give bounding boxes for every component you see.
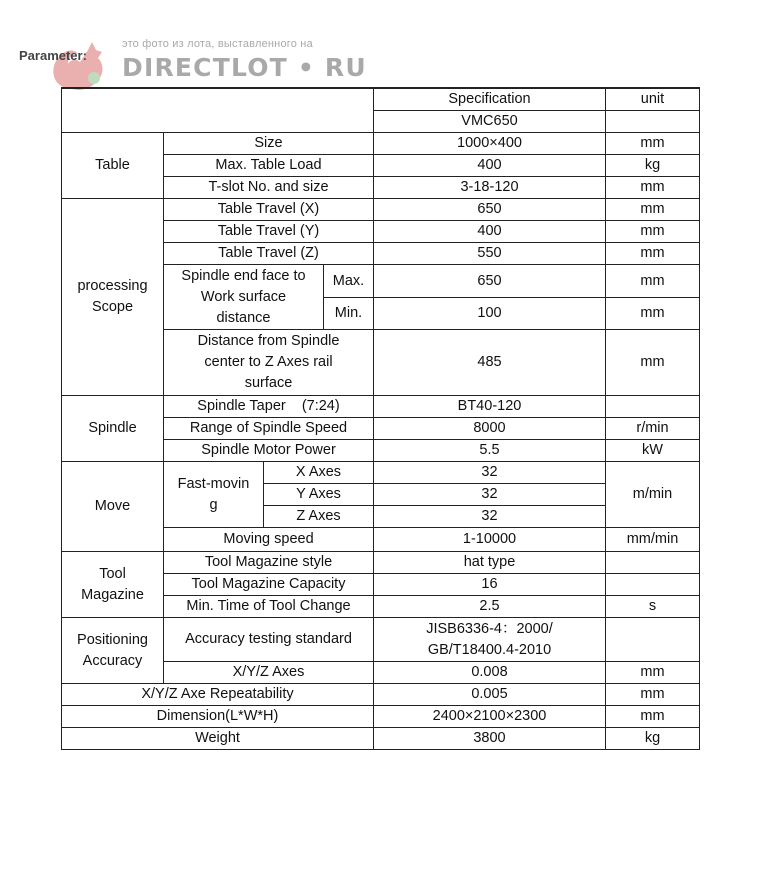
row-label: X/Y/Z Axe Repeatability — [62, 684, 374, 706]
row-value: 650 — [374, 265, 606, 298]
row-label: T-slot No. and size — [164, 177, 374, 199]
row-value: 100 — [374, 298, 606, 330]
row-value: 550 — [374, 243, 606, 265]
row-value: 400 — [374, 155, 606, 177]
row-unit: mm — [606, 243, 700, 265]
value-line: JISB6336-4：2000/ — [426, 620, 553, 637]
row-sublabel-min: Min. — [324, 298, 374, 330]
row-label: Dimension(L*W*H) — [62, 706, 374, 728]
fast-moving-label — [164, 462, 264, 528]
row-label: Accuracy testing standard — [164, 618, 374, 662]
label-line: distance — [216, 309, 271, 326]
table-row — [62, 462, 700, 484]
row-value: 485 — [374, 330, 606, 396]
row-unit-empty — [606, 618, 700, 662]
label-line: surface — [244, 375, 293, 391]
row-label: Size — [164, 133, 374, 155]
row-value: hat type — [374, 552, 606, 574]
row-label: Moving speed — [164, 528, 374, 552]
model-unit-empty — [606, 111, 700, 133]
table-row — [62, 552, 700, 574]
group-label-spindle: Spindle — [62, 396, 164, 462]
group-label-line: Scope — [91, 299, 134, 315]
row-label: Min. Time of Tool Change — [164, 596, 374, 618]
row-label: Max. Table Load — [164, 155, 374, 177]
label-line: center to Z Axes rail — [204, 354, 333, 370]
row-unit: mm — [606, 684, 700, 706]
row-label: Tool Magazine Capacity — [164, 574, 374, 596]
row-label: Tool Magazine style — [164, 552, 374, 574]
label-line: Work surface — [200, 288, 287, 305]
label-line: Distance from Spindle — [197, 333, 340, 349]
table-row — [62, 199, 700, 221]
table-row — [62, 706, 700, 728]
row-value: 8000 — [374, 418, 606, 440]
row-unit: mm — [606, 133, 700, 155]
table-row — [62, 88, 700, 111]
table-row — [62, 684, 700, 706]
row-sublabel: X Axes — [264, 462, 374, 484]
group-label-line: processing — [77, 278, 148, 294]
row-value: 16 — [374, 574, 606, 596]
row-value: 1-10000 — [374, 528, 606, 552]
row-value: 2.5 — [374, 596, 606, 618]
row-label: Weight — [62, 728, 374, 750]
row-value: BT40-120 — [374, 396, 606, 418]
row-label: X/Y/Z Axes — [164, 662, 374, 684]
row-label: Table Travel (Z) — [164, 243, 374, 265]
value-line: GB/T18400.4-2010 — [427, 641, 552, 658]
row-value: 650 — [374, 199, 606, 221]
spec-table — [61, 87, 700, 750]
row-value: 400 — [374, 221, 606, 243]
group-label-line: Positioning — [77, 631, 148, 648]
row-unit: mm — [606, 330, 700, 396]
row-sublabel: Y Axes — [264, 484, 374, 506]
col-header-spec: Specification — [374, 88, 606, 111]
row-sublabel: Z Axes — [264, 506, 374, 528]
model-name: VMC650 — [374, 111, 606, 133]
row-unit-empty — [606, 574, 700, 596]
watermark — [122, 38, 367, 82]
row-unit — [606, 396, 700, 418]
row-value: 3-18-120 — [374, 177, 606, 199]
table-row — [62, 396, 700, 418]
row-value — [374, 618, 606, 662]
row-value: 5.5 — [374, 440, 606, 462]
label-line: g — [209, 496, 218, 513]
watermark-caption: это фото из лота, выставленного на — [122, 38, 313, 50]
group-label-line: Tool — [99, 565, 126, 582]
distance-label — [164, 330, 374, 396]
empty-header-cell — [62, 88, 374, 133]
group-label-table: Table — [62, 133, 164, 199]
row-value: 32 — [374, 462, 606, 484]
table-row — [62, 618, 700, 662]
label-line: Spindle end face to — [181, 267, 306, 284]
row-sublabel-max: Max. — [324, 265, 374, 298]
row-unit: kg — [606, 155, 700, 177]
row-value: 0.008 — [374, 662, 606, 684]
row-unit: mm — [606, 706, 700, 728]
row-unit: mm/min — [606, 528, 700, 552]
row-value: 2400×2100×2300 — [374, 706, 606, 728]
row-unit: mm — [606, 221, 700, 243]
row-label: Table Travel (X) — [164, 199, 374, 221]
group-label-tool — [62, 552, 164, 618]
row-unit: mm — [606, 199, 700, 221]
row-value: 3800 — [374, 728, 606, 750]
group-label-positioning — [62, 618, 164, 684]
row-unit-empty — [606, 552, 700, 574]
row-value: 32 — [374, 506, 606, 528]
row-unit: mm — [606, 265, 700, 298]
group-label-move: Move — [62, 462, 164, 552]
row-unit: kW — [606, 440, 700, 462]
table-row — [62, 133, 700, 155]
row-value: 32 — [374, 484, 606, 506]
row-value: 0.005 — [374, 684, 606, 706]
spindle-face-label — [164, 265, 324, 330]
row-unit: s — [606, 596, 700, 618]
page-heading: Parameter: — [19, 48, 87, 63]
group-label-line: Magazine — [81, 586, 144, 603]
watermark-logo — [48, 38, 112, 94]
row-unit: mm — [606, 177, 700, 199]
row-label: Spindle Taper (7:24) — [164, 396, 374, 418]
row-value: 1000×400 — [374, 133, 606, 155]
row-label: Spindle Motor Power — [164, 440, 374, 462]
row-unit: r/min — [606, 418, 700, 440]
col-header-unit: unit — [606, 88, 700, 111]
label-line: Fast-movin — [177, 475, 250, 492]
row-unit: mm — [606, 662, 700, 684]
watermark-brand: DIRECTLOT • RU — [122, 53, 367, 82]
row-unit: kg — [606, 728, 700, 750]
row-unit: mm — [606, 298, 700, 330]
row-label: Range of Spindle Speed — [164, 418, 374, 440]
group-label-line: Accuracy — [82, 652, 143, 669]
row-label: Table Travel (Y) — [164, 221, 374, 243]
row-unit: m/min — [606, 462, 700, 528]
group-label-processing — [62, 199, 164, 396]
watermark-logo-leaf — [88, 72, 100, 84]
table-row — [62, 728, 700, 750]
